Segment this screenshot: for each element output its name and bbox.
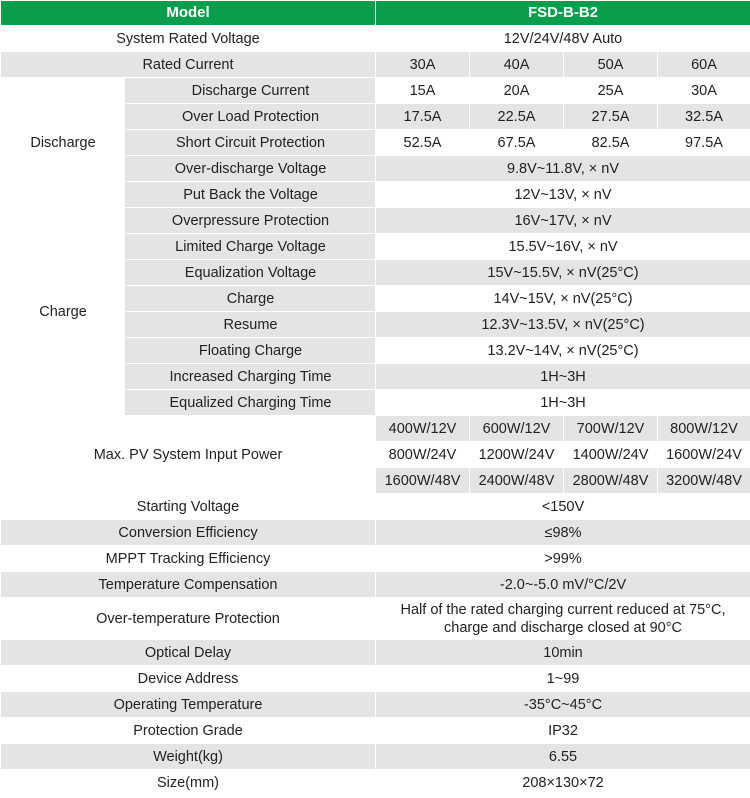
cell-value: 400W/12V (376, 416, 470, 442)
row-label: Temperature Compensation (1, 572, 376, 598)
row-value: 6.55 (376, 744, 750, 770)
row-label: Overpressure Protection (126, 208, 376, 234)
row-value: 14V~15V, × nV(25°C) (376, 286, 750, 312)
cell-value: 800W/12V (658, 416, 750, 442)
starting-voltage-row (1, 494, 750, 520)
protection-grade-row (1, 718, 750, 744)
discharge-current-row (1, 78, 750, 104)
optical-delay-row (1, 640, 750, 666)
row-value: 15V~15.5V, × nV(25°C) (376, 260, 750, 286)
model-label: Model (1, 1, 376, 26)
row-label: Conversion Efficiency (1, 520, 376, 546)
cell-value: 2800W/48V (564, 468, 658, 494)
row-label: Size(mm) (1, 770, 376, 796)
operating-temperature-row (1, 692, 750, 718)
over-temp-line-1: Half of the rated charging current reduced at 75°C, (400, 601, 726, 618)
row-label: System Rated Voltage (1, 26, 376, 52)
row-label: Starting Voltage (1, 494, 376, 520)
conversion-efficiency-row (1, 520, 750, 546)
discharge-group-label: Discharge (1, 78, 126, 208)
model-value: FSD-B-B2 (376, 1, 750, 26)
row-value: 13.2V~14V, × nV(25°C) (376, 338, 750, 364)
row-value: -2.0~-5.0 mV/°C/2V (376, 572, 750, 598)
row-label: Over-discharge Voltage (126, 156, 376, 182)
device-address-row (1, 666, 750, 692)
row-value: 9.8V~11.8V, × nV (376, 156, 750, 182)
cell-value: 20A (470, 78, 564, 104)
row-value: 12V/24V/48V Auto (376, 26, 750, 52)
cell-value: 700W/12V (564, 416, 658, 442)
row-label: Put Back the Voltage (126, 182, 376, 208)
row-label: Over Load Protection (126, 104, 376, 130)
charge-group-label: Charge (1, 208, 126, 416)
system-rated-voltage-row (1, 26, 750, 52)
row-label: Protection Grade (1, 718, 376, 744)
cell-value: 600W/12V (470, 416, 564, 442)
cell-value: 800W/24V (376, 442, 470, 468)
rated-current-row (1, 52, 750, 78)
temperature-compensation-row (1, 572, 750, 598)
row-value: 1H~3H (376, 390, 750, 416)
row-label: Rated Current (1, 52, 376, 78)
row-value: 12V~13V, × nV (376, 182, 750, 208)
row-value: 208×130×72 (376, 770, 750, 796)
row-value (376, 598, 750, 640)
row-value: IP32 (376, 718, 750, 744)
row-label: Equalized Charging Time (126, 390, 376, 416)
pv-power-label: Max. PV System Input Power (1, 416, 376, 494)
cell-value: 67.5A (470, 130, 564, 156)
row-label: Equalization Voltage (126, 260, 376, 286)
cell-value: 52.5A (376, 130, 470, 156)
row-value: <150V (376, 494, 750, 520)
cell-value: 97.5A (658, 130, 750, 156)
row-label: Limited Charge Voltage (126, 234, 376, 260)
row-value: 1~99 (376, 666, 750, 692)
cell-value: 1400W/24V (564, 442, 658, 468)
row-label: Discharge Current (126, 78, 376, 104)
cell-value: 30A (658, 78, 750, 104)
header-row (1, 1, 750, 26)
over-temp-line-2: charge and discharge closed at 90°C (444, 619, 682, 636)
row-value: 16V~17V, × nV (376, 208, 750, 234)
row-label: Increased Charging Time (126, 364, 376, 390)
row-value: ≤98% (376, 520, 750, 546)
pv-power-row (1, 416, 750, 442)
cell-value: 50A (564, 52, 658, 78)
row-label: Weight(kg) (1, 744, 376, 770)
row-value: -35°C~45°C (376, 692, 750, 718)
overpressure-row (1, 208, 750, 234)
cell-value: 82.5A (564, 130, 658, 156)
row-label: Resume (126, 312, 376, 338)
cell-value: 1600W/24V (658, 442, 750, 468)
row-label: MPPT Tracking Efficiency (1, 546, 376, 572)
cell-value: 25A (564, 78, 658, 104)
weight-row (1, 744, 750, 770)
cell-value: 32.5A (658, 104, 750, 130)
size-row (1, 770, 750, 796)
cell-value: 1200W/24V (470, 442, 564, 468)
cell-value: 15A (376, 78, 470, 104)
cell-value: 1600W/48V (376, 468, 470, 494)
over-temperature-row (1, 598, 750, 640)
cell-value: 60A (658, 52, 750, 78)
row-label: Short Circuit Protection (126, 130, 376, 156)
cell-value: 27.5A (564, 104, 658, 130)
mppt-efficiency-row (1, 546, 750, 572)
cell-value: 22.5A (470, 104, 564, 130)
cell-value: 2400W/48V (470, 468, 564, 494)
cell-value: 3200W/48V (658, 468, 750, 494)
cell-value: 17.5A (376, 104, 470, 130)
cell-value: 40A (470, 52, 564, 78)
row-value: 1H~3H (376, 364, 750, 390)
row-value: 10min (376, 640, 750, 666)
row-value: 12.3V~13.5V, × nV(25°C) (376, 312, 750, 338)
row-label: Over-temperature Protection (1, 598, 376, 640)
row-label: Operating Temperature (1, 692, 376, 718)
row-label: Device Address (1, 666, 376, 692)
row-label: Floating Charge (126, 338, 376, 364)
row-value: >99% (376, 546, 750, 572)
row-value: 15.5V~16V, × nV (376, 234, 750, 260)
cell-value: 30A (376, 52, 470, 78)
row-label: Charge (126, 286, 376, 312)
row-label: Optical Delay (1, 640, 376, 666)
